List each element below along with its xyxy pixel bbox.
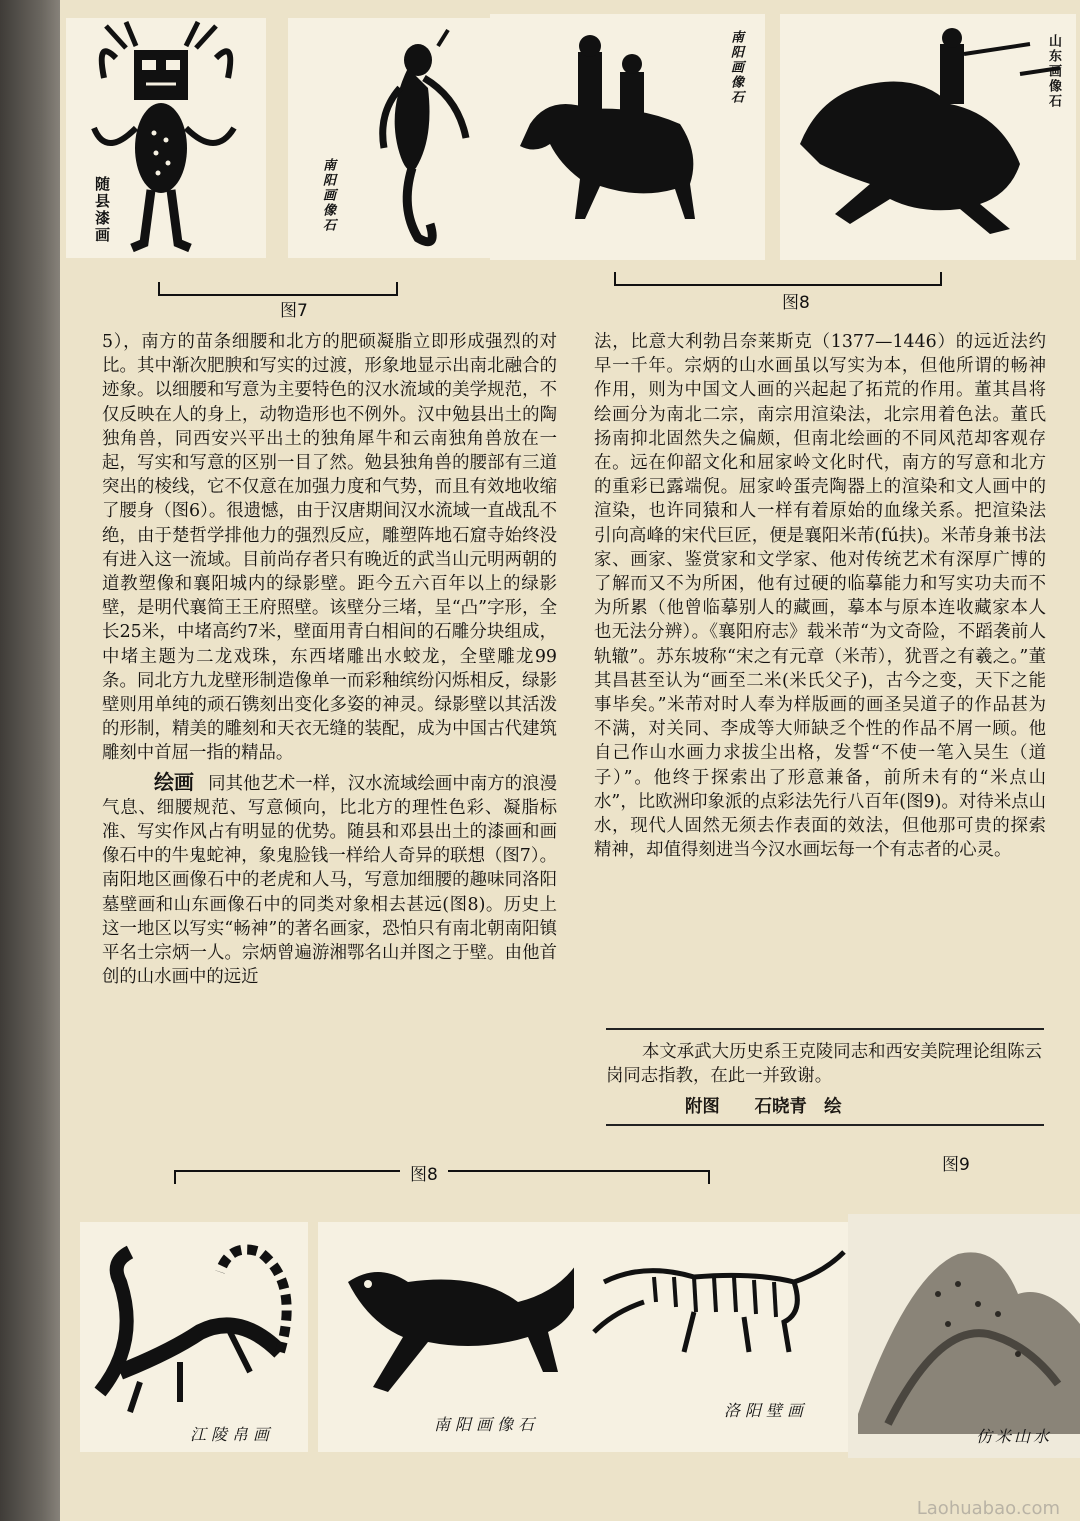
- figure-luoyang-mural: [574, 1222, 854, 1452]
- figure-shandong-horse-rider: [780, 14, 1076, 260]
- article-left-column: [102, 330, 557, 989]
- figure-nanyang-beast: [318, 1222, 618, 1452]
- fig7-label: 图7: [270, 296, 318, 321]
- illustration-credit: 附图 石晓青 绘: [685, 1097, 842, 1117]
- caption-luoyang: 洛阳壁画: [724, 1401, 809, 1420]
- page-binding: [0, 0, 60, 1521]
- horse-rider-image: [490, 14, 765, 260]
- section-heading-painting: 绘画: [154, 769, 195, 794]
- watermark: Laohuabao.com: [916, 1498, 1060, 1519]
- acknowledgement-top-rule: [606, 1028, 1044, 1030]
- fig9-label: 图9: [942, 1155, 970, 1175]
- tiger-image: [574, 1222, 854, 1452]
- left-paragraph-2: 同其他艺术一样，汉水流域绘画中南方的浪漫气息、细腰规范、写意倾向，比北方的理性色彩、凝脂标准、写实作风占有明显的优势。随县和邓县出土的漆画和画像石中的牛鬼蛇神，象鬼脸钱一样给人奇异的联想（图7）。南阳地区画像石中的老虎和人马，写意加细腰的趣味同洛阳墓壁画和山东画像石中的同类对象相去甚远(图8)。历史上这一地区以写实“畅神”的著名画家，恐怕只有南北朝南阳镇平名士宗炳一人。宗炳曾遍游湘鄂名山并图之于壁。由他首创的山水画中的远近: [102, 773, 557, 988]
- fig8-top-bracket: [614, 272, 942, 286]
- figure-nanyang-horse-rider: [490, 14, 765, 260]
- caption-nanyang-beast: 南阳画像石: [434, 1415, 540, 1434]
- caption-nanyang-horse: 南阳画像石: [728, 30, 743, 105]
- acknowledgement-bottom-rule: [606, 1124, 1044, 1126]
- mountain-landscape-image: [848, 1214, 1080, 1458]
- caption-jiangling: 江陵帛画: [190, 1425, 275, 1444]
- fig7-bracket: [158, 282, 398, 296]
- galloping-horse-image: [780, 14, 1076, 260]
- caption-fangmi: 仿米山水: [976, 1427, 1053, 1446]
- acknowledgement-block: [606, 1040, 1046, 1088]
- caption-shandong: 山东画像石: [1046, 34, 1061, 109]
- caption-suixian: 随县漆画: [93, 176, 111, 244]
- figure-suixian-lacquer: [66, 18, 266, 258]
- serpent-beast-image: [80, 1222, 308, 1452]
- fig8-bottom-label: 图8: [400, 1160, 448, 1185]
- article-right-column: [594, 330, 1046, 862]
- left-paragraph-1: 5），南方的苗条细腰和北方的肥硕凝脂立即形成强烈的对比。其中渐次肥腴和写实的过渡，形象地显示出南北融合的迹象。以细腰和写意为主要特色的汉水流域的美学规范，不仅反映在人的身上，动物造形也不例外。汉中勉县出土的陶独角兽，同西安兴平出土的独角犀牛和云南独角兽放在一起，写实和写意的区别一目了然。勉县独角兽的腰部有三道突出的棱线，它不仅意在加强力度和气势，而且有效地收缩了腰身（图6）。很遗憾，由于汉唐期间汉水流域一直战乱不绝，由于楚哲学排他力的强烈反应，雕塑阵地石窟寺始终没有进入这一流域。目前尚存者只有晚近的武当山元明两朝的道教塑像和襄阳城内的绿影壁。距今五六百年以上的绿影壁，是明代襄简王王府照壁。该壁分三堵，呈“凸”字形，全长25米，中堵高约7米，壁面用青白相间的石雕分块组成，中堵主题为二龙戏珠，东西堵雕出水蛟龙，全壁雕龙99条。同北方九龙壁形制造像单一而彩釉缤纷闪烁相反，绿影壁则用单纯的顽石镌刻出变化多姿的神灵。绿影壁以其活泼的形制，精美的雕刻和天衣无缝的装配，成为中国古代建筑雕刻中首屈一指的精品。: [102, 332, 557, 764]
- magazine-page: [60, 0, 1080, 1521]
- right-paragraph-1: 法，比意大利勃吕奈莱斯克（1377—1446）的远近法约早一千年。宗炳的山水画虽以写实为本，但他所谓的畅神作用，则为中国文人画的兴起起了拓荒的作用。董其昌将绘画分为南北二宗，南宗用渲染法，北宗用着色法。董氏扬南抑北固然失之偏颇，但南北绘画的不同风范却客观存在。远在仰韶文化和屈家岭文化时代，南方的写意和北方的重彩已露端倪。屈家岭蛋壳陶器上的渲染和文人画中的渲染，也许同猿和人一样有着原始的血缘关系。把渲染法引向高峰的宋代巨匠，便是襄阳米芾(fú扶)。米芾身兼书法家、画家、鉴赏家和文学家、他对传统艺术有深厚广博的了解而又不为所困，他有过硬的临摹能力和写实功夫而不为所累（他曾临摹别人的藏画，摹本与原本连收藏家本人也无法分辨）。《襄阳府志》载米芾“为文奇险，不蹈袭前人轨辙”。苏东坡称“宋之有元章（米芾），犹晋之有羲之。”董其昌甚至认为“画至二米(米氏父子)，古今之变，天下之能事毕矣。”米芾对时人奉为样版画的画圣吴道子的作品甚为不满，对关同、李成等大师缺乏个性的作品不屑一顾。他自己作山水画力求拔尘出格，发誓“不使一笔入吴生（道子）”。他终于探索出了形意兼备，前所未有的“米点山水”，比欧洲印象派的点彩法先行八百年(图9)。对待米点山水，现代人固然无须去作表面的效法，但他那可贵的探索精神，却值得刻进当今汉水画坛每一个有志者的心灵。: [594, 332, 1046, 861]
- caption-nanyang-monkey: 南阳画像石: [320, 158, 335, 233]
- fig8-top-label: 图8: [772, 288, 820, 313]
- figure-fangmi-landscape: [848, 1214, 1080, 1458]
- figure-jiangling-silk: [80, 1222, 308, 1452]
- acknowledgement-text: 本文承武大历史系王克陵同志和西安美院理论组陈云岗同志指教，在此一并致谢。: [606, 1042, 1042, 1086]
